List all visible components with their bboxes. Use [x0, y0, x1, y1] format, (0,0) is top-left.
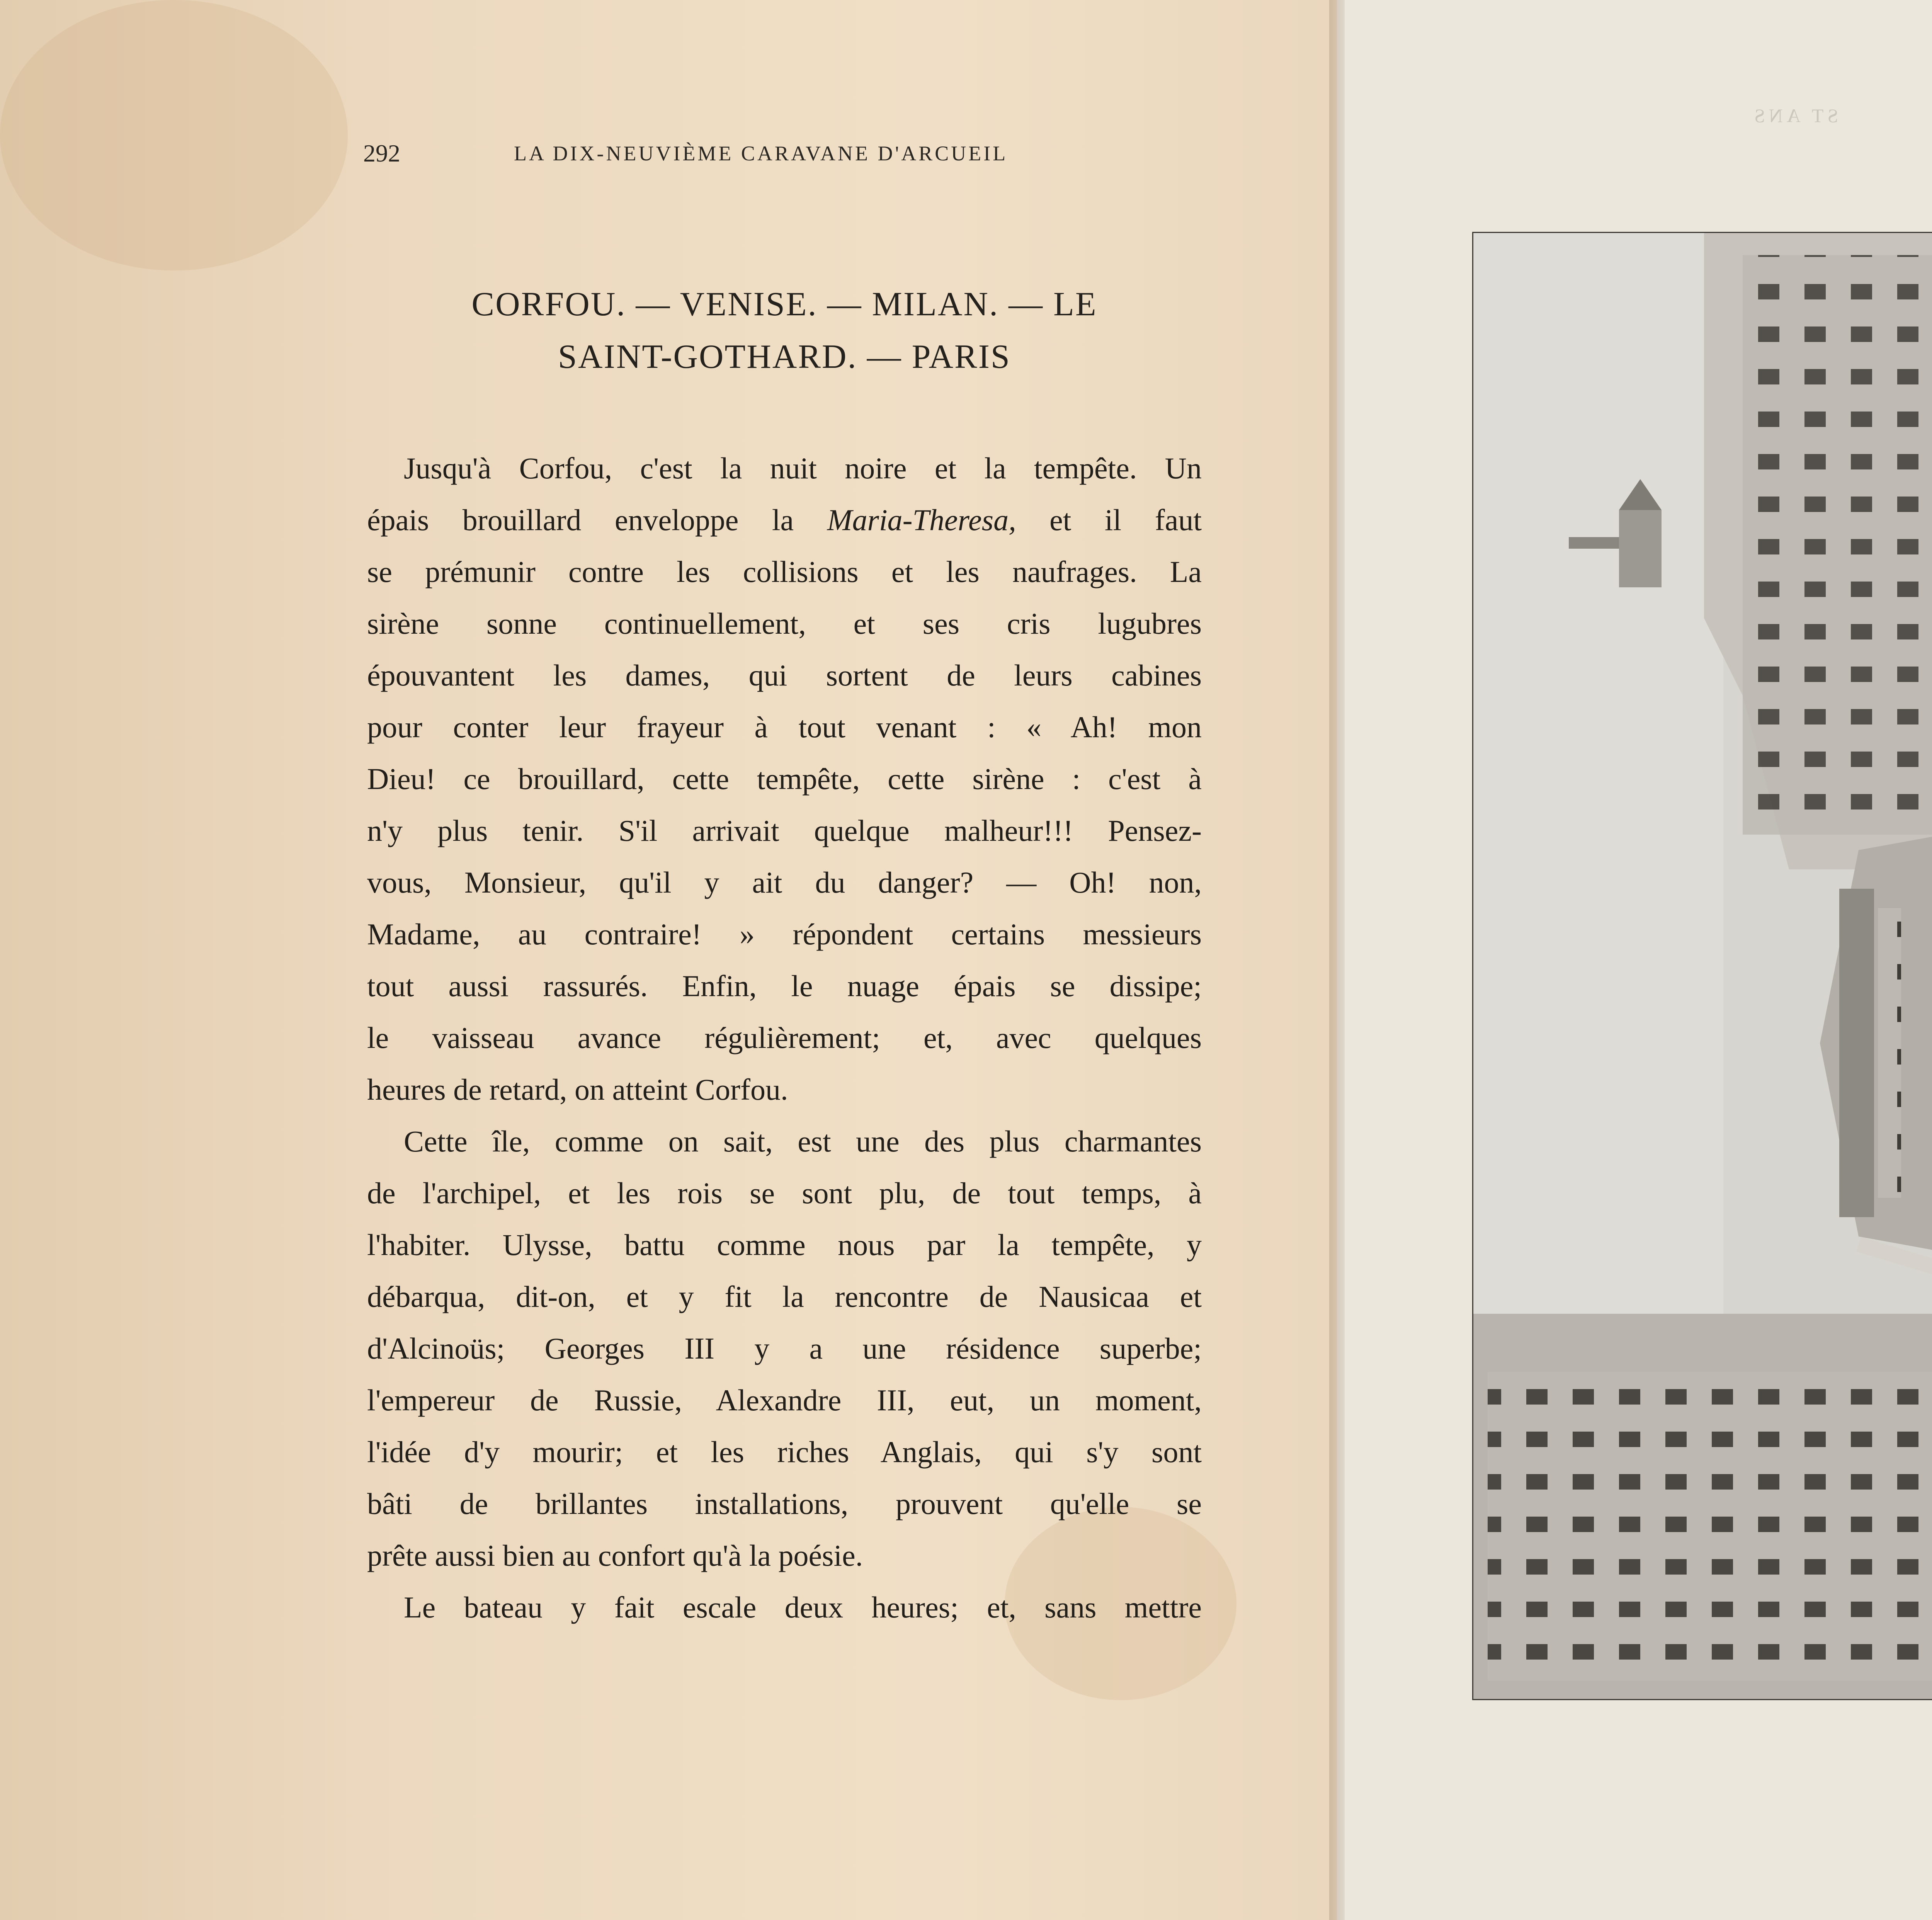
text-line: Jusqu'à Corfou, c'est la nuit noire et la tempête. Un [404, 451, 1202, 485]
running-head [363, 139, 1206, 174]
text-fragment: épais brouillard enveloppe la [367, 503, 827, 537]
text-line: vous, Monsieur, qu'il y ait du danger? — Oh! non, [367, 866, 1202, 899]
text-line: prête aussi bien au confort qu'à la poésie. [367, 1539, 863, 1572]
text-line: pour conter leur frayeur à tout venant : « Ah! mon [367, 710, 1202, 744]
text-line: Dieu! ce brouillard, cette tempête, cette sirène : c'est à [367, 762, 1202, 796]
text-line: Madame, au contraire! » répondent certains messieurs [367, 917, 1202, 951]
text-line: d'Alcinoüs; Georges III y a une résidence superbe; [367, 1332, 1202, 1365]
bleed-through-text: ST ANS [1750, 105, 1838, 126]
text-line: l'empereur de Russie, Alexandre III, eut, un moment, [367, 1383, 1202, 1417]
text-line: Le bateau y fait escale deux heures; et, sans mettre [404, 1590, 1202, 1624]
chapter-title-line-1: CORFOU. — VENISE. — MILAN. — LE [471, 286, 1097, 323]
text-line: heures de retard, on atteint Corfou. [367, 1073, 788, 1106]
text-line: n'y plus tenir. S'il arrivait quelque malheur!!! Pensez- [367, 814, 1202, 847]
text-line: de l'archipel, et les rois se sont plu, de tout temps, à [367, 1176, 1202, 1210]
text-line: le vaisseau avance régulièrement; et, avec quelques [367, 1021, 1202, 1054]
page-number: 292 [363, 139, 400, 167]
text-fragment: et il faut [1016, 503, 1202, 537]
text-line: l'idée d'y mourir; et les riches Anglais, qui s'y sont [367, 1435, 1202, 1469]
text-line: se prémunir contre les collisions et les naufrages. La [367, 555, 1202, 588]
chapter-title-line-2: SAINT-GOTHARD. — PARIS [558, 338, 1011, 376]
text-line: l'habiter. Ulysse, battu comme nous par la tempête, y [367, 1228, 1202, 1262]
chapter-title [363, 278, 1206, 383]
ship-name: Maria-Theresa, [827, 503, 1016, 537]
running-title: LA DIX-NEUVIÈME CARAVANE D'ARCUEIL [514, 142, 1008, 165]
text-line: tout aussi rassurés. Enfin, le nuage épais se dissipe; [367, 969, 1202, 1003]
text-line: épouvantent les dames, qui sortent de leurs cabines [367, 658, 1202, 692]
paper-stain [0, 0, 348, 270]
body-text [367, 442, 1202, 1633]
text-line: sirène sonne continuellement, et ses cris lugubres [367, 607, 1202, 640]
text-line: débarqua, dit-on, et y fit la rencontre de Nausicaa et [367, 1280, 1202, 1313]
text-line: bâti de brillantes installations, prouvent qu'elle se [367, 1487, 1202, 1520]
text-line [367, 494, 1202, 546]
photo-plate [1472, 232, 1932, 1700]
right-page [1345, 0, 1932, 1920]
text-line: Cette île, comme on sait, est une des plus charmantes [404, 1124, 1202, 1158]
rialto-bridge-photo [1472, 232, 1932, 1700]
